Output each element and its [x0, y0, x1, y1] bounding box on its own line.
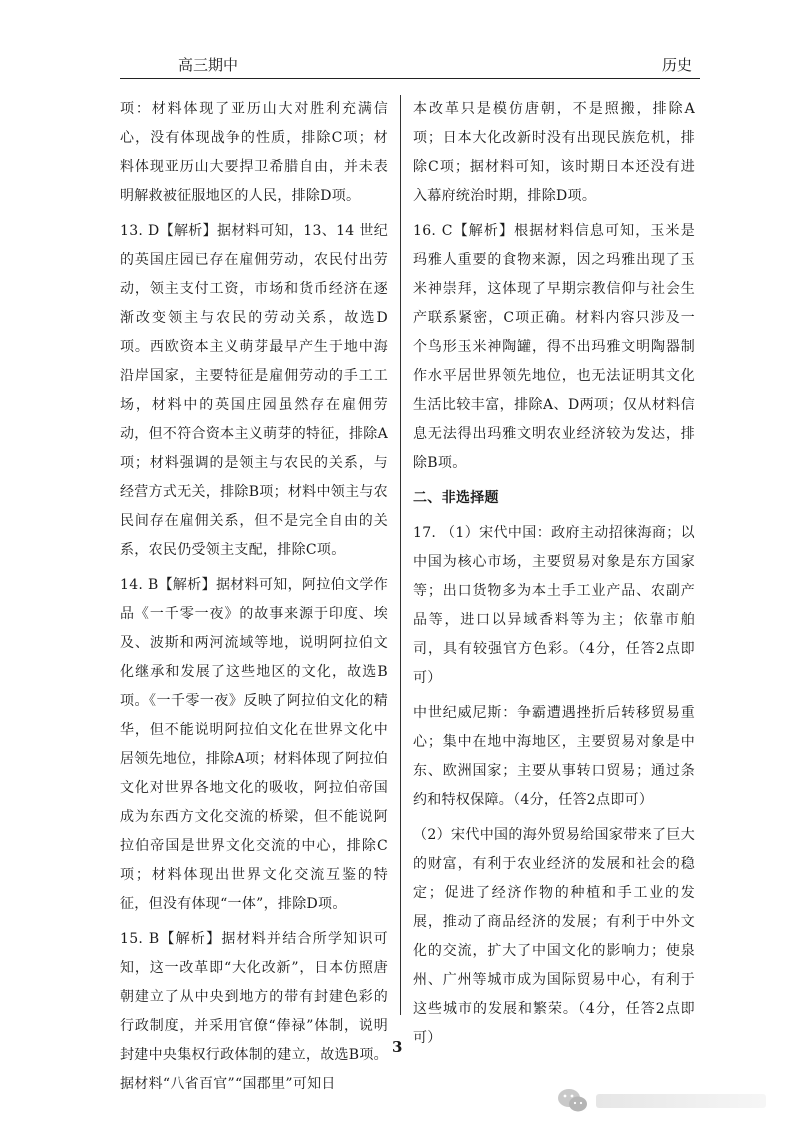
header-subject: 历史	[661, 56, 692, 74]
watermark-text-blur	[596, 1094, 766, 1108]
paragraph: 项：材料体现了亚历山大对胜利充满信心，没有体现战争的性质，排除C项；材料体现亚历山大要捍卫希腊自由，并未表明解救被征服地区的人民，排除D项。	[120, 101, 388, 204]
paragraph: 17. （1）宋代中国：政府主动招徕海商；以中国为核心市场，主要贸易对象是东方国家等；出口货物多为本土手工业产品、农副产品等，进口以异域香料等为主；依靠市舶司，具有较强官方色彩。（4分，任答2点即可）	[413, 525, 695, 686]
paragraph: 13. D【解析】据材料可知，13、14 世纪的英国庄园已存在雇佣劳动，农民付出劳动，领主支付工资，市场和货币经济在逐渐改变领主与农民的劳动关系，故选D项。西欧资本主义萌芽最早产生于地中海沿岸国家，主要特征是雇佣劳动的手工工场，材料中的英国庄园虽然存在雇佣劳动，但不符合资本主义萌芽的特征，排除A项；材料强调的是领主与农民的关系，与经营方式无关，排除B项；材料中领主与农民间存在雇佣关系，但不是完全自由的关系，农民仍受领主支配，排除C项。	[120, 223, 388, 558]
column-divider	[400, 95, 401, 1015]
wechat-icon	[556, 1086, 590, 1116]
right-column	[413, 95, 695, 1059]
paragraph: （2）宋代中国的海外贸易给国家带来了巨大的财富，有利于农业经济的发展和社会的稳定；促进了经济作物的种植和手工业的发展，推动了商品经济的发展；有利于中外文化的交流，扩大了中国文化的影响力；使泉州、广州等城市成为国际贸易中心，有利于这些城市的发展和繁荣。（4分，任答2点即可）	[413, 827, 695, 1046]
paragraph: 中世纪威尼斯：争霸遭遇挫折后转移贸易重心；集中在地中海地区，主要贸易对象是中东、欧洲国家；主要从事转口贸易；通过条约和特权保障。（4分，任答2点即可）	[413, 705, 695, 808]
paragraph: 15. B【解析】据材料并结合所学知识可知，这一改革即“大化改新”，日本仿照唐朝建立了从中央到地方的带有封建色彩的行政制度，并采用官僚“俸禄”体制，说明封建中央集权行政体制的建立，故选B项。据材料“八省百官”“国郡里”可知日	[120, 931, 388, 1092]
header-grade: 高三期中	[178, 56, 239, 74]
left-column	[120, 95, 388, 1105]
page-number: 3	[392, 1038, 403, 1056]
watermark	[548, 1082, 778, 1122]
section-title: 二、非选择题	[413, 490, 499, 506]
paragraph: 本改革只是模仿唐朝，不是照搬，排除A项；日本大化改新时没有出现民族危机，排除C项；据材料可知，该时期日本还没有进入幕府统治时期，排除D项。	[413, 101, 695, 204]
paragraph: 16. C【解析】根据材料信息可知，玉米是玛雅人重要的食物来源，因之玛雅出现了玉米神崇拜，这体现了早期宗教信仰与社会生产联系紧密，C项正确。材料内容只涉及一个鸟形玉米神陶罐，得不出玛雅文明陶器制作水平居世界领先地位，也无法证明其文化生活比较丰富，排除A、D两项；仅从材料信息无法得出玛雅文明农业经济较为发达，排除B项。	[413, 223, 695, 471]
paragraph: 14. B【解析】据材料可知，阿拉伯文学作品《一千零一夜》的故事来源于印度、埃及、波斯和两河流域等地，说明阿拉伯文化继承和发展了这些地区的文化，故选B项。《一千零一夜》反映了阿拉伯文化的精华，但不能说明阿拉伯文化在世界文化中居领先地位，排除A项；材料体现了阿拉伯文化对世界各地文化的吸收，阿拉伯帝国成为东西方文化交流的桥梁，但不能说阿拉伯帝国是世界文化交流的中心，排除C项；材料体现出世界文化交流互鉴的特征，但没有体现“一体”，排除D项。	[120, 577, 388, 912]
page-header	[120, 52, 700, 79]
